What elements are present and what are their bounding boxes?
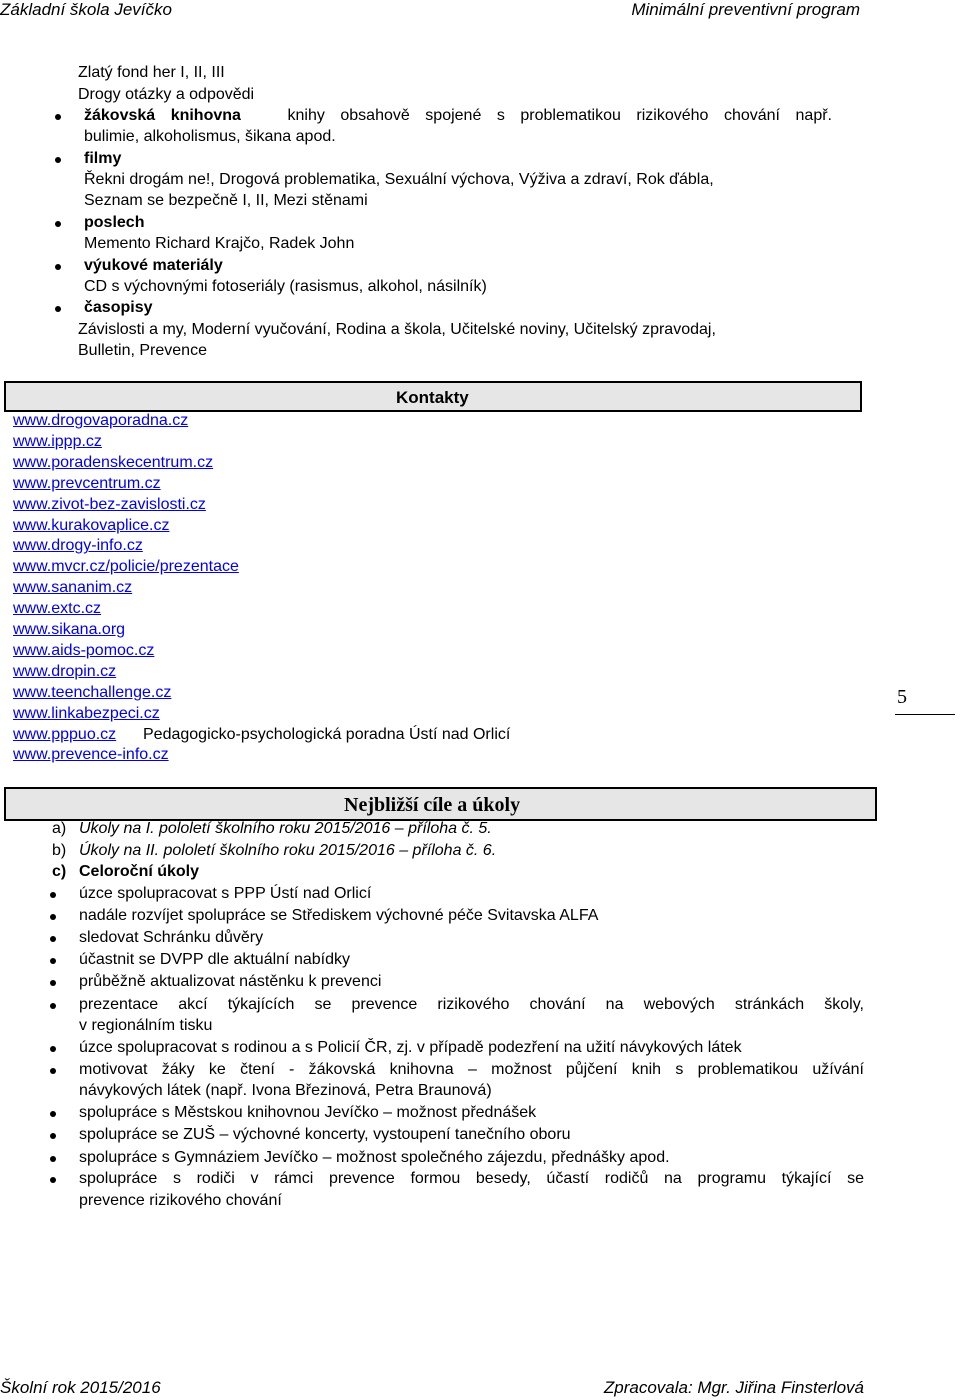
contact-link[interactable]: www.sikana.org (13, 621, 126, 638)
goal-c-marker: c) (52, 863, 67, 880)
intro-line-1: Zlatý fond her I, II, III (78, 64, 225, 81)
bullet-icon (50, 1156, 56, 1162)
page-number-rule (895, 714, 955, 715)
casopisy-line-1: Závislosti a my, Moderní vyučování, Rodina a škola, Učitelské noviny, Učitelský zpravodaj, (78, 321, 716, 338)
goal-item: nadále rozvíjet spolupráce se Střediskem výchovné péče Svitavska ALFA (79, 907, 599, 924)
vyukove-label: výukové materiály (84, 257, 223, 274)
contact-link[interactable]: www.extc.cz (13, 600, 102, 618)
goal-item: účastnit se DVPP dle aktuální nabídky (79, 951, 350, 968)
bullet-icon (50, 914, 56, 920)
zakovska-line (84, 107, 832, 125)
contact-link[interactable]: www.zivot-bez-zavislosti.cz (13, 495, 206, 513)
bullet-icon (55, 306, 61, 312)
contact-link[interactable]: www.prevence-info.cz (13, 746, 169, 764)
footer-author: Zpracovala: Mgr. Jiřina Finsterlová (603, 1378, 864, 1397)
goal-a-marker: a) (52, 820, 67, 837)
bullet-icon (50, 1068, 56, 1074)
contact-link[interactable]: www.ippp.cz (13, 432, 102, 450)
footer-school-year: Školní rok 2015/2016 (0, 1378, 161, 1397)
contact-link[interactable]: www.teenchallenge.cz (13, 683, 172, 701)
bullet-icon (50, 892, 56, 898)
intro-line-2: Drogy otázky a odpovědi (78, 86, 255, 103)
contacts-heading-box (4, 381, 862, 412)
zakovska-label: žákovská knihovna (84, 107, 241, 124)
contact-link[interactable]: www.prevcentrum.cz (13, 474, 161, 492)
goal-item: průběžně aktualizovat nástěnku k prevenci (79, 973, 382, 990)
poslech-label: poslech (84, 214, 145, 231)
contact-link[interactable]: www.sananim.cz (13, 579, 133, 597)
goal-item: spolupráce s Gymnáziem Jevíčko – možnost společného zájezdu, přednášky apod. (79, 1149, 670, 1166)
bullet-icon (50, 1133, 56, 1139)
bullet-icon (55, 221, 61, 227)
bullet-icon (55, 114, 61, 120)
bullet-icon (50, 1003, 56, 1009)
contact-link[interactable]: www.poradenskecentrum.cz (13, 453, 214, 471)
goal-a-text: Úkoly na I. pololetí školního roku 2015/2016 – příloha č. 5. (79, 820, 492, 837)
goal-item: sledovat Schránku důvěry (79, 929, 264, 946)
filmy-line-2: Seznam se bezpečně I, II, Mezi stěnami (84, 192, 368, 209)
bullet-icon (55, 264, 61, 270)
contacts-title: Kontakty (396, 388, 469, 407)
goal-b-text: Úkoly na II. pololetí školního roku 2015/2016 – příloha č. 6. (79, 842, 497, 859)
poslech-text: Memento Richard Krajčo, Radek John (84, 235, 355, 252)
goal-item: návykových látek (např. Ivona Březinová, Petra Braunová) (79, 1082, 492, 1099)
bullet-icon (50, 958, 56, 964)
goal-item: úzce spolupracovat s PPP Ústí nad Orlicí (79, 885, 372, 902)
casopisy-line-2: Bulletin, Prevence (78, 342, 207, 359)
goal-item: prevence rizikového chování (79, 1192, 282, 1209)
goals-title: Nejbližší cíle a úkoly (344, 794, 521, 816)
contact-link[interactable]: www.dropin.cz (13, 662, 117, 680)
contact-link[interactable]: www.mvcr.cz/policie/prezentace (13, 558, 239, 576)
bullet-icon (50, 980, 56, 986)
zakovska-text: knihy obsahově spojené s problematikou rizikového chování např. (287, 107, 832, 124)
bullet-icon (55, 157, 61, 163)
header-school-name: Základní škola Jevíčko (0, 0, 172, 19)
goal-item: motivovat žáky ke čtení - žákovská knihovna – možnost půjčení knih s problematikou užívání (79, 1061, 864, 1078)
zakovska-text-2: bulimie, alkoholismus, šikana apod. (84, 128, 336, 145)
vyukove-text: CD s výchovnými fotoseriály (rasismus, alkohol, násilník) (84, 278, 487, 295)
bullet-icon (50, 936, 56, 942)
pppuo-note: Pedagogicko-psychologická poradna Ústí nad Orlicí (143, 725, 511, 743)
contact-link[interactable]: www.aids-pomoc.cz (13, 641, 155, 659)
goal-item: spolupráce s rodiči v rámci prevence formou besedy, účastí rodičů na programu týkající se (79, 1170, 864, 1187)
goal-item: spolupráce se ZUŠ – výchovné koncerty, vystoupení tanečního oboru (79, 1126, 571, 1143)
bullet-icon (50, 1177, 56, 1183)
bullet-icon (50, 1111, 56, 1117)
contact-link[interactable]: www.linkabezpeci.cz (13, 704, 160, 722)
page-number: 5 (897, 686, 907, 708)
contact-link[interactable]: www.drogy-info.cz (13, 537, 143, 555)
goal-c-text: Celoroční úkoly (79, 863, 200, 880)
filmy-line-1: Řekni drogám ne!, Drogová problematika, Sexuální výchova, Výživa a zdraví, Rok ďábla, (84, 171, 714, 188)
contact-link[interactable]: www.pppuo.cz (13, 725, 117, 743)
bullet-icon (50, 1046, 56, 1052)
header-document-title: Minimální preventivní program (631, 0, 860, 19)
contact-link[interactable]: www.kurakovaplice.cz (13, 516, 170, 534)
casopisy-label: časopisy (84, 299, 153, 316)
goal-item: v regionálním tisku (79, 1017, 213, 1034)
goals-heading-box (4, 787, 877, 821)
goal-item: úzce spolupracovat s rodinou a s Policií ČR, zj. v případě podezření na užití návykových látek (79, 1039, 742, 1056)
contact-link[interactable]: www.drogovaporadna.cz (13, 412, 189, 429)
goal-item: spolupráce s Městskou knihovnou Jevíčko – možnost přednášek (79, 1104, 537, 1121)
goal-b-marker: b) (52, 842, 67, 859)
goal-item: prezentace akcí týkajících se prevence rizikového chování na webových stránkách školy, (79, 996, 864, 1013)
filmy-label: filmy (84, 150, 122, 167)
